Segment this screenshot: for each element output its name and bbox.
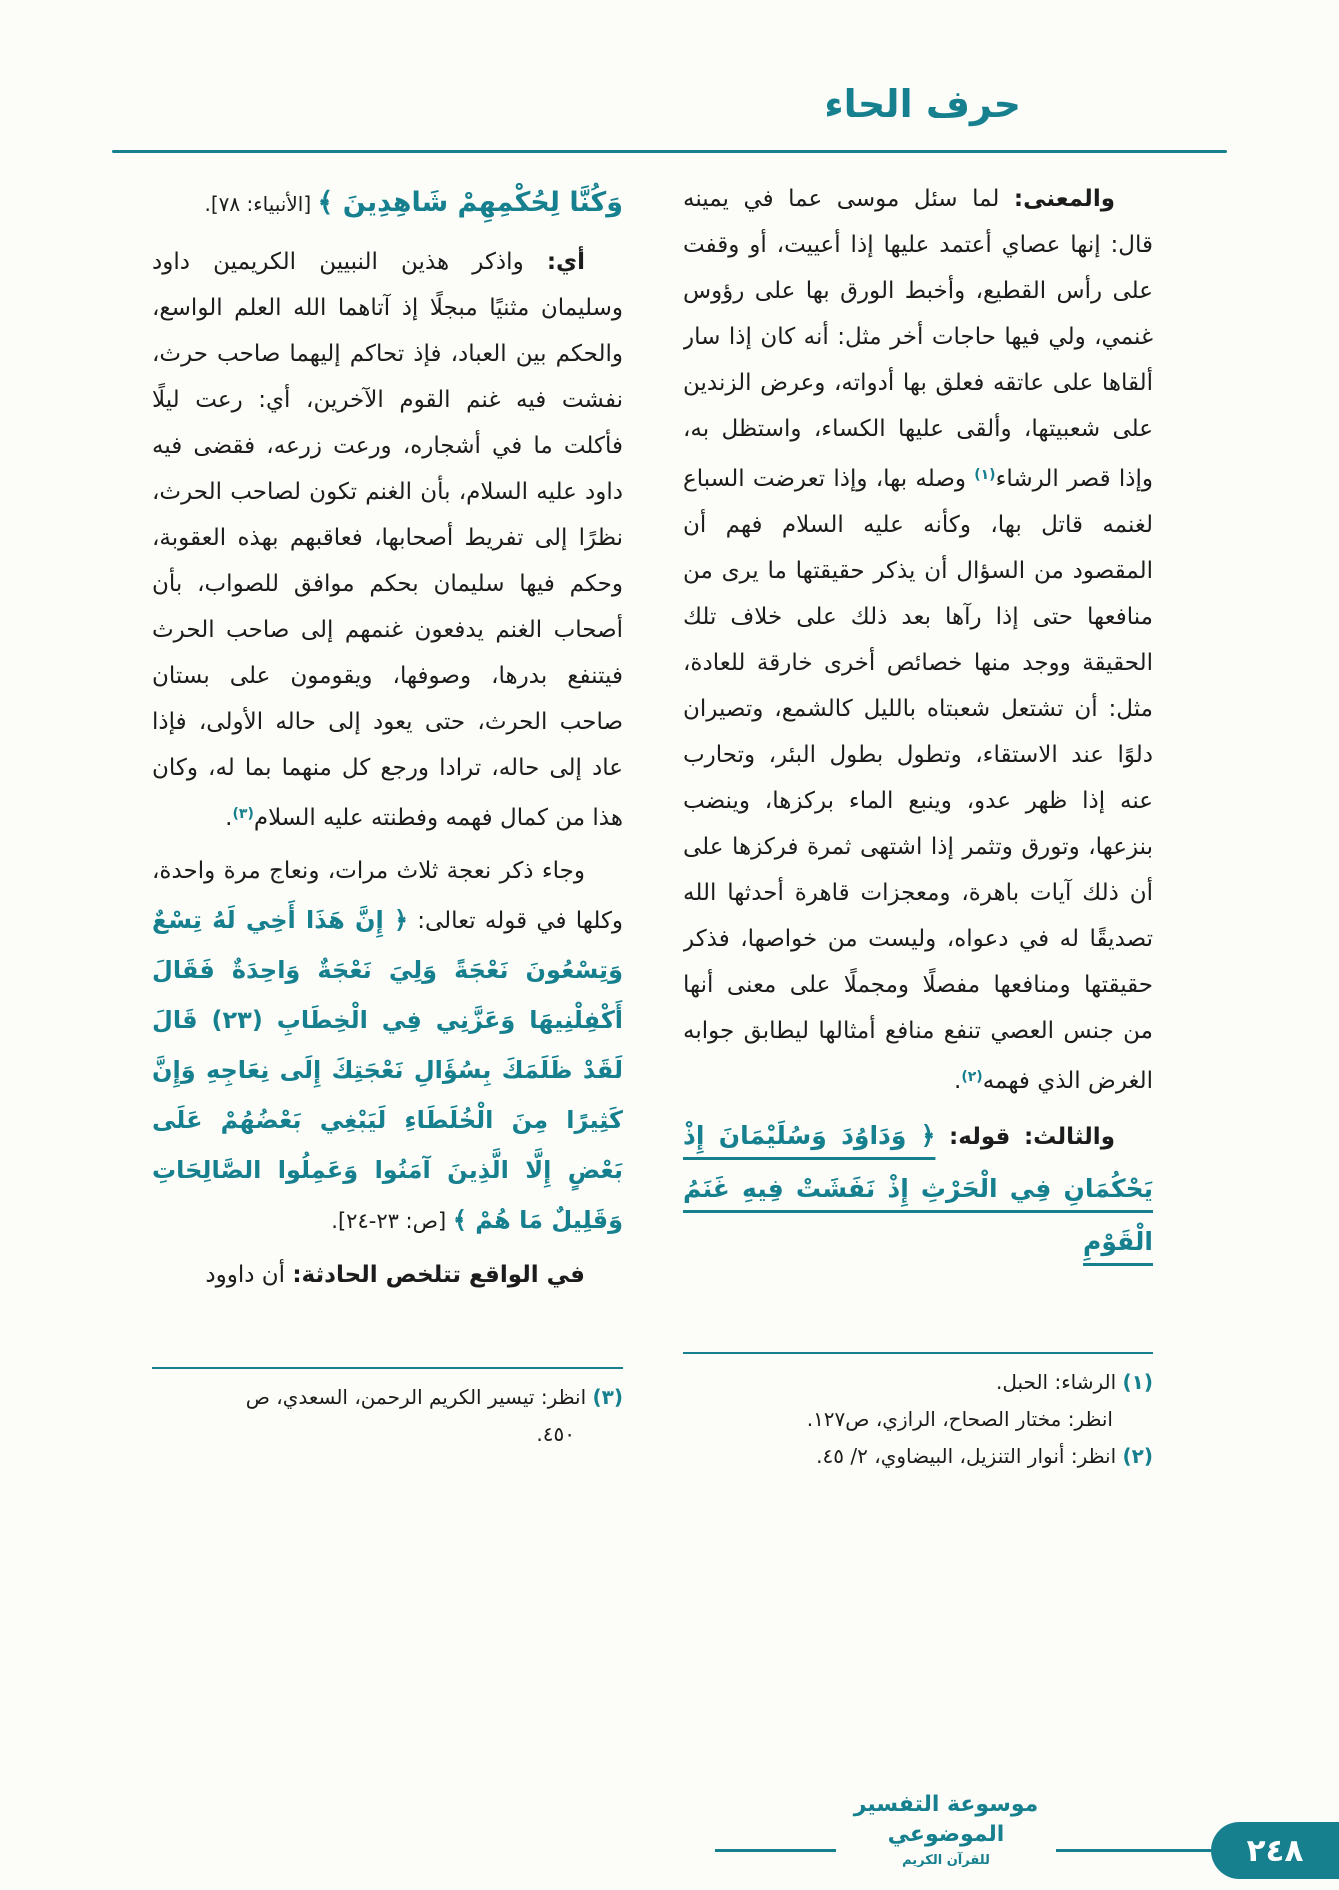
paragraph-incident-summary xyxy=(152,1252,623,1298)
verse-continuation-line xyxy=(152,176,623,231)
header-divider-line xyxy=(112,150,1227,153)
footnotes-right-column xyxy=(683,1352,1153,1475)
footnote-2 xyxy=(683,1438,1153,1475)
footnote-1-continuation xyxy=(683,1401,1153,1438)
paragraph-lead-almaana: والمعنى: xyxy=(1013,186,1115,212)
main-column-right xyxy=(683,176,1153,1275)
footnote-1-text: الرشاء: الحبل. xyxy=(996,1370,1117,1394)
qawluhu-label: قوله: xyxy=(935,1124,1024,1150)
main-column-left xyxy=(152,176,623,1304)
body-text-run: أن داوود xyxy=(205,1262,293,1288)
publisher-emblem xyxy=(836,1788,1056,1870)
paragraph-tafsir xyxy=(152,239,623,841)
paragraph-lead-ay: أي: xyxy=(546,249,585,275)
paragraph-lead-waqia: في الواقع تتلخص الحادثة: xyxy=(292,1262,585,1288)
emblem-title: موسوعة التفسير الموضوعي xyxy=(853,1792,1039,1847)
quran-verse-sad: ﴿ إِنَّ هَذَا أَخِي لَهُ تِسْعٌ وَتِسْعُونَ نَعْجَةً وَلِيَ نَعْجَةٌ وَاحِدَةٌ فَقَالَ أَكْفِلْنِيهَا وَعَزَّنِي فِي الْخِطَابِ (٢٣) قَالَ لَقَدْ ظَلَمَكَ بِسُؤَالِ نَعْجَتِكَ إِلَى نِعَاجِهِ وَإِنَّ كَثِيرًا مِنَ الْخُلَطَاءِ لَيَبْغِي بَعْضُهُمْ عَلَى بَعْضٍ إِلَّا الَّذِينَ آمَنُوا وَعَمِلُوا الصَّالِحَاتِ وَقَلِيلٌ مَا هُمْ ﴾ xyxy=(152,906,623,1234)
emblem-subtitle: للقرآن الكريم xyxy=(902,1853,990,1868)
footnote-2-text: انظر: أنوار التنزيل، البيضاوي، ٢/ ٤٥. xyxy=(816,1444,1117,1468)
footnote-3-text: انظر: تيسير الكريم الرحمن، السعدي، ص xyxy=(245,1385,587,1409)
footnote-3-continuation-text: ٤٥٠. xyxy=(536,1422,575,1446)
footnote-1-marker: (١) xyxy=(1122,1370,1153,1394)
page-number-badge xyxy=(1211,1822,1339,1879)
body-text-run: واذكر هذين النبيين الكريمين داود وسليمان مثنيًا مبجلًا إذ آتاهما الله العلم الواسع، والحكم بين العباد، فإذ تحاكم إليهما صاحب حرث، نفشت فيه غنم القوم الآخرين، أي: رعت ليلًا فأكلت ما في أشجاره، ورعت زرعه، فقضى فيه داود عليه السلام، بأن الغنم تكون لصاحب الحرث، نظرًا إلى تفريط أصحابها، فعاقبهم بهذه العقوبة، وحكم فيها سليمان بحكم موافق للصواب، بأن أصحاب الغنم يدفعون غنمهم إلى صاحب الحرث فيتنفع بدرها، وصوفها، ويقومون على بستان صاحب الحرث، حتى يعود إلى حاله الأولى، فإذا عاد إلى حاله، ترادا ورجع كل منهما بما له، وكان هذا من كمال فهمه وفطنته عليه السلام xyxy=(152,249,623,831)
page-number: ٢٤٨ xyxy=(1246,1832,1304,1869)
body-text-run: وجاء ذكر نعجة ثلاث مرات، ونعاج مرة واحدة، وكلها في قوله تعالى: xyxy=(152,858,623,934)
paragraph-lead-althalith: والثالث: xyxy=(1023,1124,1115,1150)
footnote-3-continuation xyxy=(152,1416,623,1453)
body-text-run: . xyxy=(225,805,233,831)
body-text-run: لما سئل موسى عما في يمينه قال: إنها عصاي أعتمد عليها إذا أعييت، أو وقفت على رأس القطيع، وأخبط الورق بها على رؤوس غنمي، ولي فيها حاجات أخر مثل: أنه كان إذا سار ألقاها على عاتقه فعلق بها أدواته، وعرض الزندين على شعبيتها، وألقى عليها الكساء، واستظل به، وإذا قصر الرشاء xyxy=(683,186,1153,492)
verse-reference-anbiya: [الأنبياء: ٧٨]. xyxy=(204,192,318,216)
paragraph-meaning xyxy=(683,176,1153,1104)
paragraph-third-point xyxy=(683,1110,1153,1269)
verse-reference-sad: [ص: ٢٣-٢٤]. xyxy=(331,1209,453,1233)
footnote-3 xyxy=(152,1379,623,1416)
body-text-run: . xyxy=(954,1068,962,1094)
footnote-ref-1: (١) xyxy=(974,467,996,483)
chapter-heading: حرف الحاء xyxy=(824,82,1021,126)
quran-verse-end: وَكُنَّا لِحُكْمِهِمْ شَاهِدِينَ ﴾ xyxy=(317,187,623,218)
footnote-ref-3: (٣) xyxy=(232,806,254,822)
footnote-1-continuation-text: انظر: مختار الصحاح، الرازي، ص١٢٧. xyxy=(806,1407,1113,1431)
footnote-left-column xyxy=(152,1367,623,1453)
quran-verse-dawud-sulayman: ﴿ وَدَاوُدَ وَسُلَيْمَانَ إِذْ يَحْكُمَانِ فِي الْحَرْثِ إِذْ نَفَشَتْ فِيهِ غَنَمُ الْقَوْمِ xyxy=(683,1121,1153,1256)
footnote-ref-2: (٢) xyxy=(961,1069,983,1085)
body-text-run: وصله بها، وإذا تعرضت السباع لغنمه قاتل بها، وكأنه عليه السلام فهم أن المقصود من السؤال أن يذكر حقيقتها ما يرى من منافعها حتى إذا رآها بعد ذلك على خلاف تلك الحقيقة ووجد منها خصائص أخرى خارقة للعادة، مثل: أن تشتعل شعبتاه بالليل كالشمع، وتصيران دلوًا عند الاستقاء، وتطول بطول البئر، وتحارب عنه إذا ظهر عدو، وينبع الماء بركزها، وينضب بنزعها، وتورق وتثمر إذا اشتهى ثمرة فركزها على أن ذلك آيات باهرة، ومعجزات قاهرة أحدثها الله تصديقًا له في دعواه، وليست من خواصها، فذكر حقيقتها ومنافعها مفصلًا ومجملًا على معنى أنها من جنس العصي تنفع منافع أمثالها ليطابق جوابه الغرض الذي فهمه xyxy=(683,466,1153,1094)
footnote-3-marker: (٣) xyxy=(592,1385,623,1409)
footnote-1 xyxy=(683,1364,1153,1401)
paragraph-najah-quote xyxy=(152,847,623,1246)
footnote-2-marker: (٢) xyxy=(1122,1444,1153,1468)
